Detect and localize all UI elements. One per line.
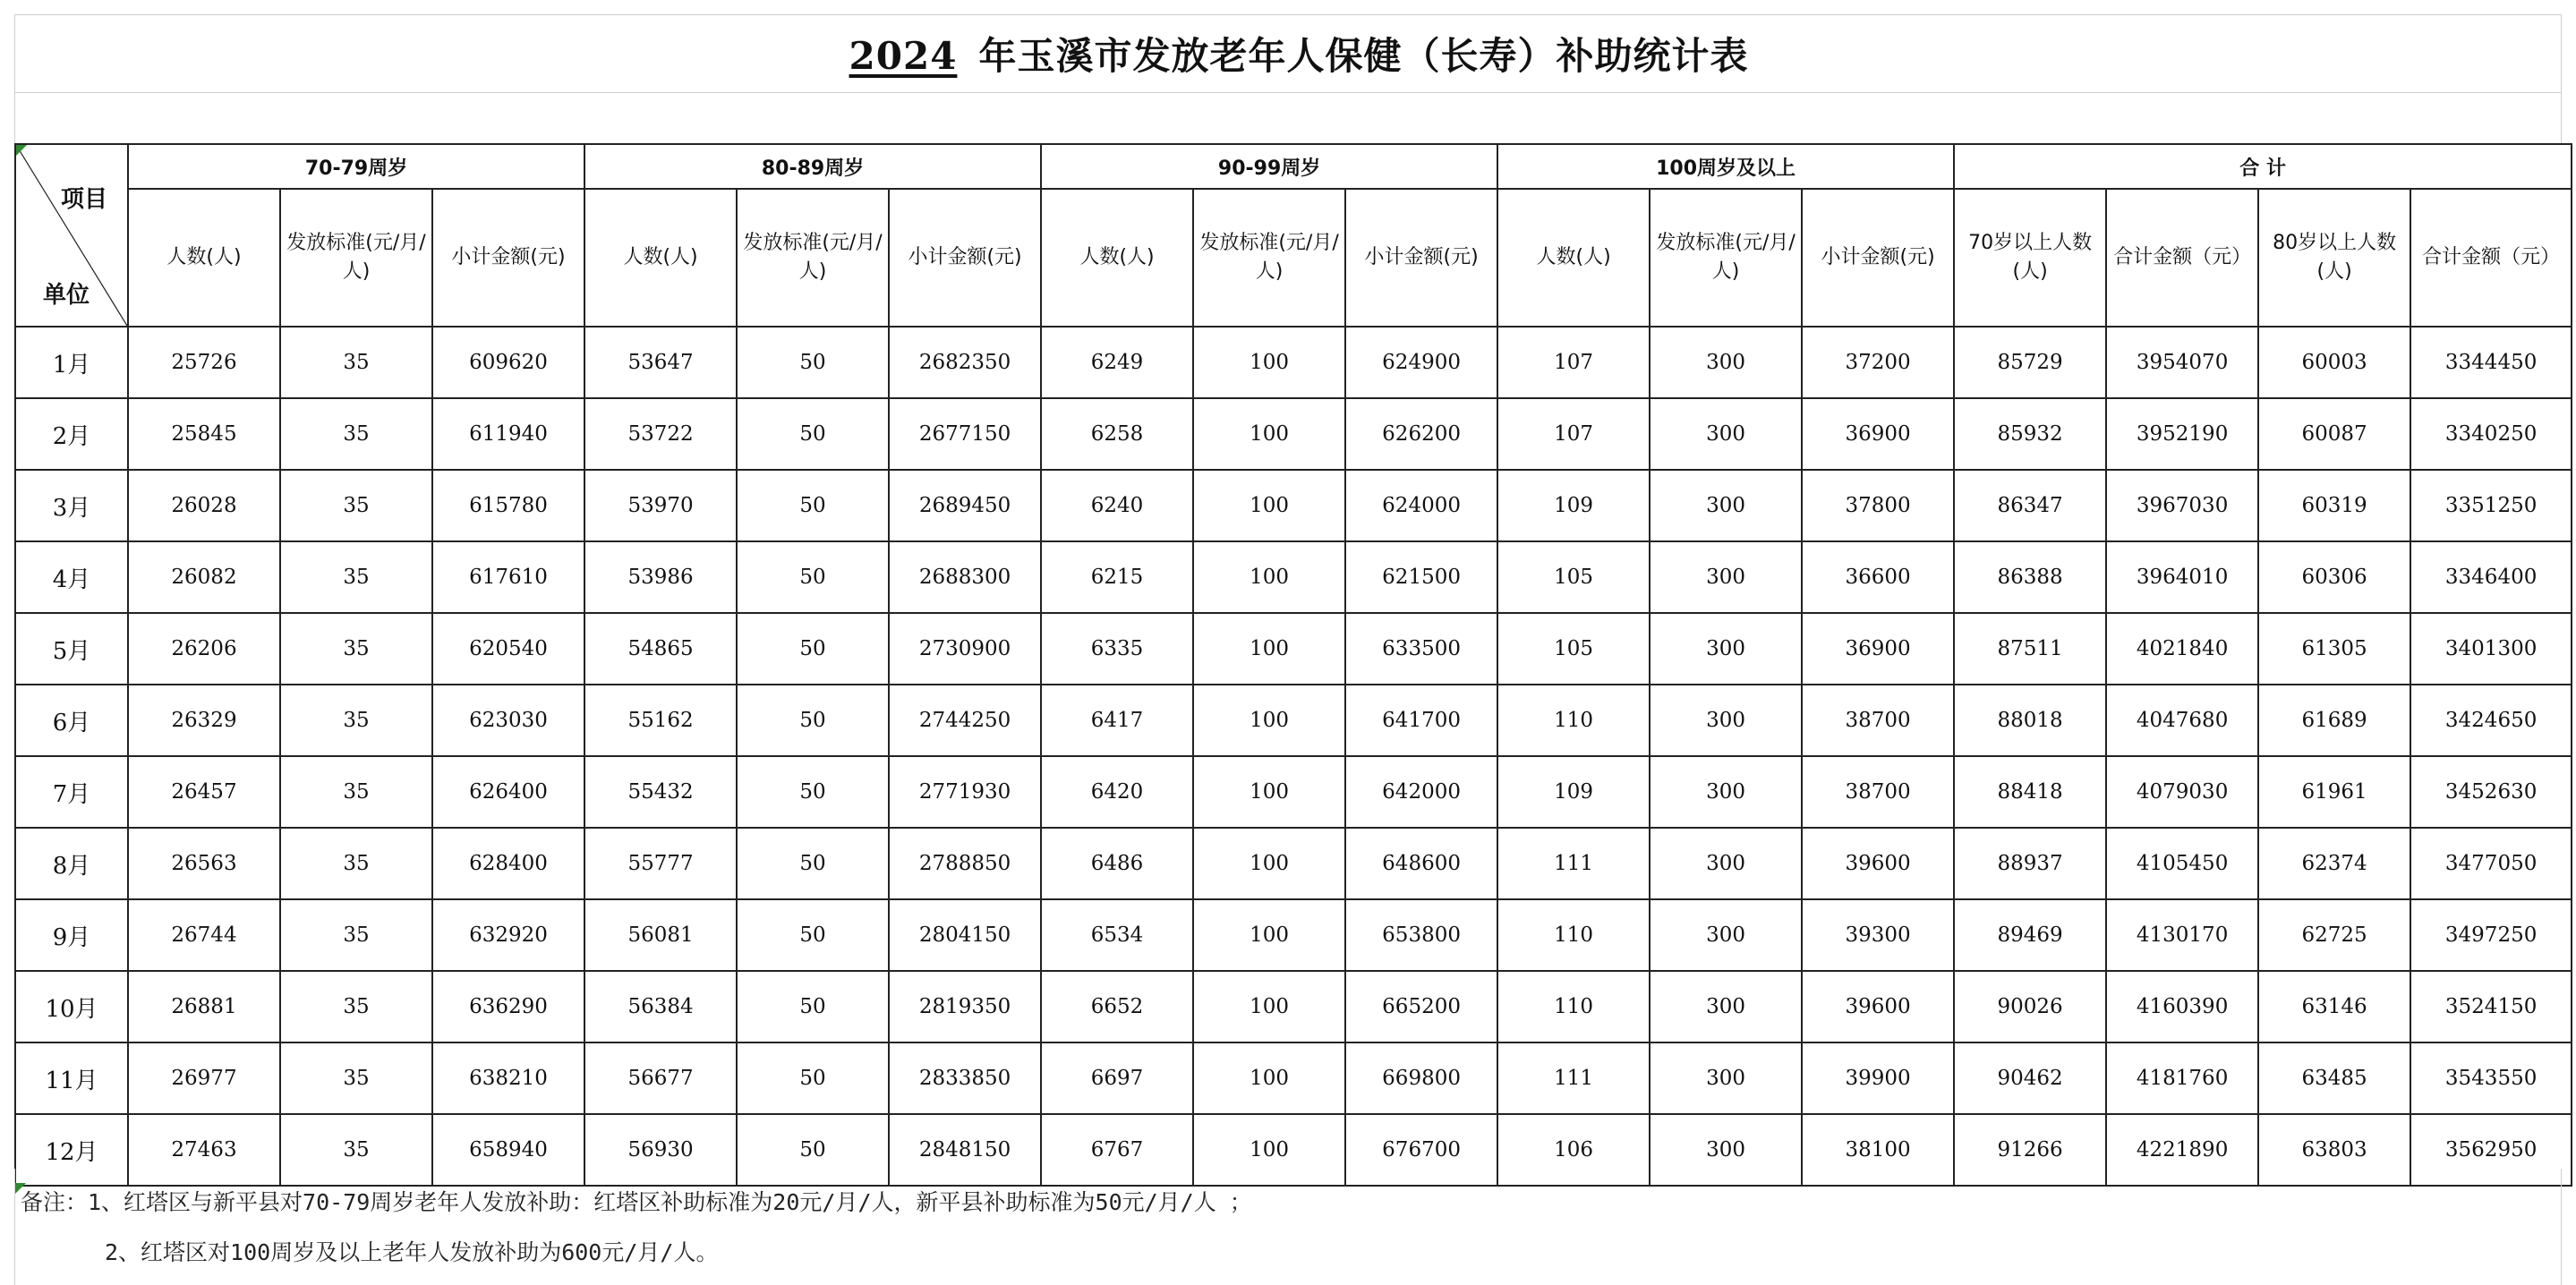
table-cell[interactable]: 100 <box>1193 756 1345 828</box>
table-cell[interactable]: 300 <box>1650 541 1802 613</box>
table-cell[interactable]: 36600 <box>1802 541 1954 613</box>
table-cell[interactable]: 87511 <box>1954 613 2106 685</box>
group-header-100-plus[interactable]: 100周岁及以上 <box>1497 144 1954 189</box>
table-cell[interactable]: 53986 <box>584 541 737 613</box>
table-cell[interactable]: 6767 <box>1041 1114 1193 1186</box>
table-cell[interactable]: 26977 <box>128 1042 280 1114</box>
table-cell[interactable]: 53647 <box>584 327 737 398</box>
table-cell[interactable]: 2682350 <box>889 327 1041 398</box>
table-cell[interactable]: 3340250 <box>2410 398 2572 470</box>
col-header-count[interactable]: 人数(人) <box>128 189 280 327</box>
table-cell[interactable]: 37800 <box>1802 470 1954 541</box>
table-cell[interactable]: 2819350 <box>889 971 1041 1042</box>
table-cell[interactable]: 3967030 <box>2106 470 2258 541</box>
table-cell[interactable]: 300 <box>1650 971 1802 1042</box>
table-cell[interactable]: 100 <box>1193 1042 1345 1114</box>
table-cell[interactable]: 4130170 <box>2106 899 2258 971</box>
table-cell[interactable]: 60319 <box>2258 470 2410 541</box>
table-row <box>15 398 2572 470</box>
col-header-standard[interactable]: 发放标准(元/月/人) <box>1650 189 1802 327</box>
table-cell[interactable]: 3346400 <box>2410 541 2572 613</box>
table-cell[interactable]: 300 <box>1650 756 1802 828</box>
table-cell[interactable]: 26206 <box>128 613 280 685</box>
table-cell[interactable]: 100 <box>1193 828 1345 899</box>
table-cell[interactable]: 6417 <box>1041 685 1193 756</box>
table-cell[interactable]: 3954070 <box>2106 327 2258 398</box>
table-cell[interactable]: 111 <box>1497 828 1650 899</box>
table-cell[interactable]: 50 <box>737 1042 889 1114</box>
table-cell[interactable]: 35 <box>280 971 432 1042</box>
title-text: 年玉溪市发放老年人保健（长寿）补助统计表 <box>978 34 1749 78</box>
table-cell[interactable]: 56930 <box>584 1114 737 1186</box>
row-label-month[interactable]: 9月 <box>15 899 128 971</box>
row-label-month[interactable]: 10月 <box>15 971 128 1042</box>
table-cell[interactable]: 109 <box>1497 470 1650 541</box>
table-cell[interactable]: 4160390 <box>2106 971 2258 1042</box>
table-cell[interactable]: 676700 <box>1345 1114 1497 1186</box>
table-cell[interactable]: 53722 <box>584 398 737 470</box>
table-cell[interactable]: 6249 <box>1041 327 1193 398</box>
table-cell[interactable]: 35 <box>280 541 432 613</box>
cell-marker-icon <box>15 1183 26 1194</box>
corner-label-item: 项目 <box>60 186 107 213</box>
table-cell[interactable]: 2788850 <box>889 828 1041 899</box>
table-cell[interactable]: 6420 <box>1041 756 1193 828</box>
table-cell[interactable]: 623030 <box>432 685 584 756</box>
row-label-month[interactable]: 4月 <box>15 541 128 613</box>
table-cell[interactable]: 55162 <box>584 685 737 756</box>
table-cell[interactable]: 6697 <box>1041 1042 1193 1114</box>
table-cell[interactable]: 36900 <box>1802 398 1954 470</box>
table-cell[interactable]: 35 <box>280 756 432 828</box>
table-cell[interactable]: 611940 <box>432 398 584 470</box>
table-cell[interactable]: 50 <box>737 1114 889 1186</box>
table-cell[interactable]: 26563 <box>128 828 280 899</box>
table-cell[interactable]: 85729 <box>1954 327 2106 398</box>
table-row <box>15 971 2572 1042</box>
table-cell[interactable]: 35 <box>280 398 432 470</box>
table-cell[interactable]: 624000 <box>1345 470 1497 541</box>
col-header-total-70-count[interactable]: 70岁以上人数(人) <box>1954 189 2106 327</box>
table-row <box>15 1042 2572 1114</box>
table-cell[interactable]: 50 <box>737 685 889 756</box>
table-cell[interactable]: 106 <box>1497 1114 1650 1186</box>
table-cell[interactable]: 669800 <box>1345 1042 1497 1114</box>
table-cell[interactable]: 86347 <box>1954 470 2106 541</box>
table-cell[interactable]: 300 <box>1650 1114 1802 1186</box>
table-cell[interactable]: 35 <box>280 470 432 541</box>
table-cell[interactable]: 100 <box>1193 899 1345 971</box>
table-cell[interactable]: 38700 <box>1802 756 1954 828</box>
note-2[interactable] <box>105 1235 718 1267</box>
notes-area <box>14 1169 2562 1285</box>
note-1[interactable] <box>21 1185 1252 1217</box>
table-cell[interactable]: 38700 <box>1802 685 1954 756</box>
table-cell[interactable]: 3543550 <box>2410 1042 2572 1114</box>
table-cell[interactable]: 50 <box>737 470 889 541</box>
table-row <box>15 756 2572 828</box>
table-cell[interactable]: 50 <box>737 756 889 828</box>
row-label-month[interactable]: 7月 <box>15 756 128 828</box>
table-cell[interactable]: 61961 <box>2258 756 2410 828</box>
table-cell[interactable]: 100 <box>1193 685 1345 756</box>
row-label-month[interactable]: 2月 <box>15 398 128 470</box>
table-cell[interactable]: 100 <box>1193 1114 1345 1186</box>
col-header-total-70-amount[interactable]: 合计金额（元） <box>2106 189 2258 327</box>
table-cell[interactable]: 2730900 <box>889 613 1041 685</box>
empty-row[interactable] <box>14 93 2562 143</box>
table-cell[interactable]: 35 <box>280 613 432 685</box>
table-cell[interactable]: 626400 <box>432 756 584 828</box>
table-cell[interactable]: 35 <box>280 828 432 899</box>
row-label-month[interactable]: 1月 <box>15 327 128 398</box>
table-cell[interactable]: 90462 <box>1954 1042 2106 1114</box>
table-row <box>15 613 2572 685</box>
row-label-month[interactable]: 3月 <box>15 470 128 541</box>
table-cell[interactable]: 300 <box>1650 1042 1802 1114</box>
table-cell[interactable]: 4221890 <box>2106 1114 2258 1186</box>
table-cell[interactable]: 2804150 <box>889 899 1041 971</box>
table-cell[interactable]: 25845 <box>128 398 280 470</box>
table-cell[interactable]: 50 <box>737 327 889 398</box>
table-cell[interactable]: 39900 <box>1802 1042 1954 1114</box>
table-cell[interactable]: 648600 <box>1345 828 1497 899</box>
table-cell[interactable]: 626200 <box>1345 398 1497 470</box>
table-cell[interactable]: 300 <box>1650 470 1802 541</box>
table-cell[interactable]: 4181760 <box>2106 1042 2258 1114</box>
table-cell[interactable]: 86388 <box>1954 541 2106 613</box>
col-header-count[interactable]: 人数(人) <box>1041 189 1193 327</box>
table-cell[interactable]: 100 <box>1193 327 1345 398</box>
table-row <box>15 470 2572 541</box>
table-cell[interactable]: 6215 <box>1041 541 1193 613</box>
col-header-subtotal[interactable]: 小计金额(元) <box>1802 189 1954 327</box>
col-header-subtotal[interactable]: 小计金额(元) <box>432 189 584 327</box>
table-cell[interactable]: 100 <box>1193 470 1345 541</box>
col-header-standard[interactable]: 发放标准(元/月/人) <box>280 189 432 327</box>
table-cell[interactable]: 100 <box>1193 613 1345 685</box>
group-header-90-99[interactable]: 90-99周岁 <box>1041 144 1497 189</box>
table-cell[interactable]: 2689450 <box>889 470 1041 541</box>
group-header-70-79[interactable]: 70-79周岁 <box>128 144 584 189</box>
table-cell[interactable]: 88418 <box>1954 756 2106 828</box>
table-cell[interactable]: 55432 <box>584 756 737 828</box>
title-cell[interactable] <box>14 14 2562 93</box>
table-cell[interactable]: 3452630 <box>2410 756 2572 828</box>
table-cell[interactable]: 62374 <box>2258 828 2410 899</box>
table-cell[interactable]: 26457 <box>128 756 280 828</box>
table-cell[interactable]: 3344450 <box>2410 327 2572 398</box>
table-cell[interactable]: 39600 <box>1802 971 1954 1042</box>
table-cell[interactable]: 62725 <box>2258 899 2410 971</box>
table-cell[interactable]: 107 <box>1497 398 1650 470</box>
table-cell[interactable]: 615780 <box>432 470 584 541</box>
table-cell[interactable]: 100 <box>1193 971 1345 1042</box>
col-header-total-80-amount[interactable]: 合计金额（元） <box>2410 189 2572 327</box>
table-cell[interactable]: 61689 <box>2258 685 2410 756</box>
table-cell[interactable]: 25726 <box>128 327 280 398</box>
table-cell[interactable]: 60306 <box>2258 541 2410 613</box>
title-year: 2024 <box>849 34 958 78</box>
table-cell[interactable]: 85932 <box>1954 398 2106 470</box>
table-cell[interactable]: 6652 <box>1041 971 1193 1042</box>
table-row <box>15 828 2572 899</box>
table-cell[interactable]: 4079030 <box>2106 756 2258 828</box>
table-cell[interactable]: 658940 <box>432 1114 584 1186</box>
cell-marker-icon <box>16 145 27 156</box>
table-cell[interactable]: 60003 <box>2258 327 2410 398</box>
note-1-text: 备注：1、红塔区与新平县对70-79周岁老年人发放补助：红塔区补助标准为20元/月/人，新平县补助标准为50元/月/人 ； <box>21 1189 1252 1215</box>
table-cell[interactable]: 300 <box>1650 398 1802 470</box>
table-cell[interactable]: 109 <box>1497 756 1650 828</box>
table-cell[interactable]: 4021840 <box>2106 613 2258 685</box>
note-2-text: 2、红塔区对100周岁及以上老年人发放补助为600元/月/人。 <box>105 1239 719 1265</box>
table-cell[interactable]: 300 <box>1650 828 1802 899</box>
table-cell[interactable]: 100 <box>1193 541 1345 613</box>
header-row-columns <box>15 189 2572 327</box>
table-cell[interactable]: 63146 <box>2258 971 2410 1042</box>
table-cell[interactable]: 638210 <box>432 1042 584 1114</box>
table-cell[interactable]: 55777 <box>584 828 737 899</box>
table-cell[interactable]: 107 <box>1497 327 1650 398</box>
table-cell[interactable]: 300 <box>1650 899 1802 971</box>
table-cell[interactable]: 6258 <box>1041 398 1193 470</box>
table-cell[interactable]: 3964010 <box>2106 541 2258 613</box>
table-cell[interactable]: 35 <box>280 899 432 971</box>
table-cell[interactable]: 35 <box>280 1114 432 1186</box>
table-row <box>15 541 2572 613</box>
table-cell[interactable]: 300 <box>1650 613 1802 685</box>
table-cell[interactable]: 39600 <box>1802 828 1954 899</box>
table-cell[interactable]: 633500 <box>1345 613 1497 685</box>
row-label-month[interactable]: 8月 <box>15 828 128 899</box>
col-header-standard[interactable]: 发放标准(元/月/人) <box>737 189 889 327</box>
table-cell[interactable]: 617610 <box>432 541 584 613</box>
corner-header-cell[interactable] <box>15 144 128 327</box>
table-cell[interactable]: 54865 <box>584 613 737 685</box>
table-cell[interactable]: 111 <box>1497 1042 1650 1114</box>
table-cell[interactable]: 620540 <box>432 613 584 685</box>
table-cell[interactable]: 50 <box>737 613 889 685</box>
table-cell[interactable]: 63803 <box>2258 1114 2410 1186</box>
table-cell[interactable]: 60087 <box>2258 398 2410 470</box>
table-cell[interactable]: 2771930 <box>889 756 1041 828</box>
table-row <box>15 899 2572 971</box>
corner-label-unit: 单位 <box>43 282 90 309</box>
row-label-month[interactable]: 5月 <box>15 613 128 685</box>
table-cell[interactable]: 90026 <box>1954 971 2106 1042</box>
table-cell[interactable]: 4047680 <box>2106 685 2258 756</box>
col-header-count[interactable]: 人数(人) <box>584 189 737 327</box>
table-cell[interactable]: 89469 <box>1954 899 2106 971</box>
table-cell[interactable]: 50 <box>737 899 889 971</box>
table-cell[interactable]: 36900 <box>1802 613 1954 685</box>
table-cell[interactable]: 105 <box>1497 541 1650 613</box>
table-cell[interactable]: 50 <box>737 828 889 899</box>
table-cell[interactable]: 2688300 <box>889 541 1041 613</box>
table-cell[interactable]: 53970 <box>584 470 737 541</box>
table-cell[interactable]: 27463 <box>128 1114 280 1186</box>
table-cell[interactable]: 61305 <box>2258 613 2410 685</box>
col-header-subtotal[interactable]: 小计金额(元) <box>889 189 1041 327</box>
row-label-month[interactable]: 6月 <box>15 685 128 756</box>
table-cell[interactable]: 35 <box>280 685 432 756</box>
row-label-month[interactable]: 11月 <box>15 1042 128 1114</box>
table-cell[interactable]: 110 <box>1497 899 1650 971</box>
table-cell[interactable]: 665200 <box>1345 971 1497 1042</box>
page-title <box>828 27 1749 81</box>
col-header-total-80-count[interactable]: 80岁以上人数(人) <box>2258 189 2410 327</box>
table-cell[interactable]: 38100 <box>1802 1114 1954 1186</box>
table-cell[interactable]: 91266 <box>1954 1114 2106 1186</box>
table-row <box>15 327 2572 398</box>
table-cell[interactable]: 6486 <box>1041 828 1193 899</box>
table-cell[interactable]: 63485 <box>2258 1042 2410 1114</box>
table-cell[interactable]: 2744250 <box>889 685 1041 756</box>
table-cell[interactable]: 609620 <box>432 327 584 398</box>
table-cell[interactable]: 110 <box>1497 685 1650 756</box>
table-cell[interactable]: 26744 <box>128 899 280 971</box>
table-cell[interactable]: 26028 <box>128 470 280 541</box>
group-header-80-89[interactable]: 80-89周岁 <box>584 144 1041 189</box>
table-cell[interactable]: 2677150 <box>889 398 1041 470</box>
table-cell[interactable]: 3562950 <box>2410 1114 2572 1186</box>
table-cell[interactable]: 3477050 <box>2410 828 2572 899</box>
table-cell[interactable]: 35 <box>280 1042 432 1114</box>
table-cell[interactable]: 39300 <box>1802 899 1954 971</box>
table-cell[interactable]: 642000 <box>1345 756 1497 828</box>
table-cell[interactable]: 56081 <box>584 899 737 971</box>
col-header-standard[interactable]: 发放标准(元/月/人) <box>1193 189 1345 327</box>
row-label-month[interactable]: 12月 <box>15 1114 128 1186</box>
table-cell[interactable]: 6335 <box>1041 613 1193 685</box>
group-header-total[interactable]: 合 计 <box>1954 144 2572 189</box>
table-cell[interactable]: 110 <box>1497 971 1650 1042</box>
table-cell[interactable]: 50 <box>737 971 889 1042</box>
header-row-groups <box>15 144 2572 189</box>
table-cell[interactable]: 6240 <box>1041 470 1193 541</box>
table-cell[interactable]: 88018 <box>1954 685 2106 756</box>
table-cell[interactable]: 641700 <box>1345 685 1497 756</box>
table-cell[interactable]: 300 <box>1650 685 1802 756</box>
table-cell[interactable]: 2848150 <box>889 1114 1041 1186</box>
table-cell[interactable]: 105 <box>1497 613 1650 685</box>
table-cell[interactable]: 621500 <box>1345 541 1497 613</box>
table-cell[interactable]: 50 <box>737 541 889 613</box>
table-cell[interactable]: 88937 <box>1954 828 2106 899</box>
table-cell[interactable]: 628400 <box>432 828 584 899</box>
table-cell[interactable]: 3351250 <box>2410 470 2572 541</box>
table-cell[interactable]: 100 <box>1193 398 1345 470</box>
table-cell[interactable]: 26329 <box>128 685 280 756</box>
table-cell[interactable]: 35 <box>280 327 432 398</box>
table-cell[interactable]: 2833850 <box>889 1042 1041 1114</box>
table-cell[interactable]: 3497250 <box>2410 899 2572 971</box>
subsidy-table <box>14 143 2572 1187</box>
table-cell[interactable]: 3952190 <box>2106 398 2258 470</box>
col-header-subtotal[interactable]: 小计金额(元) <box>1345 189 1497 327</box>
table-cell[interactable]: 56384 <box>584 971 737 1042</box>
table-cell[interactable]: 3424650 <box>2410 685 2572 756</box>
table-cell[interactable]: 636290 <box>432 971 584 1042</box>
table-cell[interactable]: 632920 <box>432 899 584 971</box>
table-cell[interactable]: 50 <box>737 398 889 470</box>
table-cell[interactable]: 26881 <box>128 971 280 1042</box>
table-cell[interactable]: 4105450 <box>2106 828 2258 899</box>
table-cell[interactable]: 653800 <box>1345 899 1497 971</box>
table-cell[interactable]: 26082 <box>128 541 280 613</box>
table-cell[interactable]: 37200 <box>1802 327 1954 398</box>
table-cell[interactable]: 300 <box>1650 327 1802 398</box>
table-cell[interactable]: 3401300 <box>2410 613 2572 685</box>
table-row <box>15 685 2572 756</box>
table-cell[interactable]: 624900 <box>1345 327 1497 398</box>
col-header-count[interactable]: 人数(人) <box>1497 189 1650 327</box>
table-cell[interactable]: 6534 <box>1041 899 1193 971</box>
table-cell[interactable]: 56677 <box>584 1042 737 1114</box>
table-cell[interactable]: 3524150 <box>2410 971 2572 1042</box>
